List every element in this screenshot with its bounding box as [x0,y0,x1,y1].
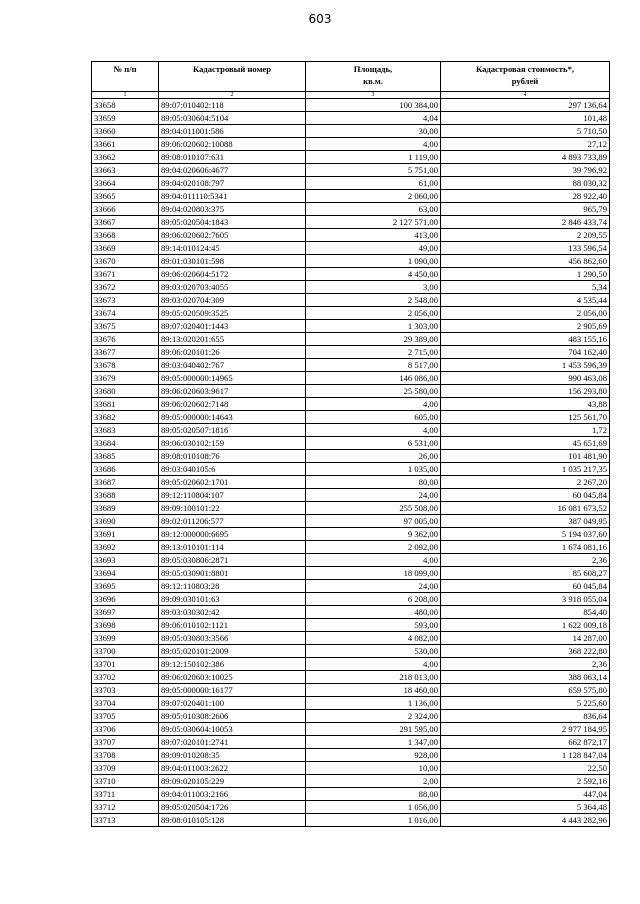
cadastral-value-cell: 101 481,90 [441,450,610,463]
column-index-1: 1 [92,92,159,99]
area-cell: 24,00 [306,580,441,593]
cadastral-number-cell: 89:04:020108:797 [159,177,306,190]
area-cell: 88,00 [306,788,441,801]
cadastral-number-cell: 89:05:000000:14965 [159,372,306,385]
cadastral-number-cell: 89:12:150102:386 [159,658,306,671]
table-row [92,645,610,658]
cadastral-value-cell: 387 049,95 [441,515,610,528]
row-number-cell: 33669 [92,242,159,255]
area-cell: 8 517,00 [306,359,441,372]
row-number-cell: 33706 [92,723,159,736]
cadastral-number-cell: 89:13:010101:114 [159,541,306,554]
area-cell: 6 531,00 [306,437,441,450]
area-cell: 9 362,00 [306,528,441,541]
cadastral-number-cell: 89:07:020401:100 [159,697,306,710]
cadastral-number-cell: 89:05:020602:1701 [159,476,306,489]
area-cell: 1 035,00 [306,463,441,476]
cadastral-number-cell: 89:12:110803:28 [159,580,306,593]
row-number-cell: 33683 [92,424,159,437]
area-cell: 5 751,00 [306,164,441,177]
cadastral-value-cell: 85 608,27 [441,567,610,580]
row-number-cell: 33690 [92,515,159,528]
cadastral-number-cell: 89:04:011003:2166 [159,788,306,801]
cadastral-value-cell: 4 535,44 [441,294,610,307]
area-cell: 97 005,00 [306,515,441,528]
row-number-cell: 33668 [92,229,159,242]
row-number-cell: 33682 [92,411,159,424]
area-cell: 1 119,00 [306,151,441,164]
area-cell: 4,04 [306,112,441,125]
area-cell: 1 056,00 [306,801,441,814]
area-cell: 18 460,00 [306,684,441,697]
area-cell: 4,00 [306,658,441,671]
table-row [92,710,610,723]
table-row [92,489,610,502]
area-cell: 1 136,00 [306,697,441,710]
row-number-cell: 33687 [92,476,159,489]
cadastral-value-cell: 1 622 009,18 [441,619,610,632]
row-number-cell: 33705 [92,710,159,723]
row-number-cell: 33680 [92,385,159,398]
cadastral-number-cell: 89:04:020803:375 [159,203,306,216]
cadastral-number-cell: 89:05:010308:2606 [159,710,306,723]
cadastral-number-cell: 89:09:010208:35 [159,749,306,762]
cadastral-number-cell: 89:05:020504:1726 [159,801,306,814]
area-cell: 593,00 [306,619,441,632]
cadastral-number-cell: 89:06:020603:10025 [159,671,306,684]
cadastral-value-cell: 2 846 433,74 [441,216,610,229]
area-cell: 218 013,00 [306,671,441,684]
table-row [92,281,610,294]
cadastral-value-cell: 1 453 596,39 [441,359,610,372]
cadastral-number-cell: 89:07:020101:2741 [159,736,306,749]
cadastral-number-cell: 89:06:020603:9617 [159,385,306,398]
table-row [92,749,610,762]
cadastral-value-cell: 2 209,55 [441,229,610,242]
column-index-3: 3 [306,92,441,99]
header-row-number [92,62,159,92]
page-number: 603 [308,12,332,26]
area-cell: 605,00 [306,411,441,424]
header-cadastral-number [159,62,306,92]
cadastral-value-cell: 88 030,32 [441,177,610,190]
cadastral-number-cell: 89:06:020602:7148 [159,398,306,411]
cadastral-number-cell: 89:07:020401:1443 [159,320,306,333]
cadastral-number-cell: 89:04:011110:5341 [159,190,306,203]
row-number-cell: 33689 [92,502,159,515]
cadastral-value-cell: 659 575,80 [441,684,610,697]
row-number-cell: 33694 [92,567,159,580]
cadastral-number-cell: 89:04:011003:2622 [159,762,306,775]
table-row [92,346,610,359]
row-number-cell: 33685 [92,450,159,463]
cadastral-number-cell: 89:14:010124:45 [159,242,306,255]
table-row [92,333,610,346]
cadastral-value-cell: 5 710,50 [441,125,610,138]
header-cadastral-number-label: Кадастровый номер [192,64,272,74]
table-row [92,528,610,541]
cadastral-number-cell: 89:03:040105:6 [159,463,306,476]
cadastral-number-cell: 89:05:030604:5104 [159,112,306,125]
row-number-cell: 33697 [92,606,159,619]
table-row [92,151,610,164]
area-cell: 25 580,00 [306,385,441,398]
header-area-label: Площадь, [353,64,393,74]
table-row [92,99,610,112]
table-row [92,138,610,151]
cadastral-number-cell: 89:06:020602:10088 [159,138,306,151]
area-cell: 24,00 [306,489,441,502]
row-number-cell: 33672 [92,281,159,294]
table-row [92,554,610,567]
area-cell: 146 086,00 [306,372,441,385]
cadastral-number-cell: 89:02:011206:577 [159,515,306,528]
table-row [92,229,610,242]
row-number-cell: 33700 [92,645,159,658]
row-number-cell: 33691 [92,528,159,541]
row-number-cell: 33712 [92,801,159,814]
cadastral-value-cell: 1 290,50 [441,268,610,281]
table-row [92,541,610,554]
cadastral-value-cell: 22,50 [441,762,610,775]
cadastral-number-cell: 89:13:020201:655 [159,333,306,346]
row-number-cell: 33671 [92,268,159,281]
cadastral-value-cell: 43,88 [441,398,610,411]
table-row [92,801,610,814]
header-area-unit: кв.м. [363,76,383,86]
row-number-cell: 33703 [92,684,159,697]
cadastral-number-cell: 89:03:030302:42 [159,606,306,619]
row-number-cell: 33686 [92,463,159,476]
table-row [92,164,610,177]
cadastral-value-cell: 133 596,54 [441,242,610,255]
table-row [92,658,610,671]
cadastral-value-cell: 1 674 081,16 [441,541,610,554]
table-row [92,762,610,775]
cadastral-value-cell: 14 287,00 [441,632,610,645]
cadastral-value-cell: 1,72 [441,424,610,437]
row-number-cell: 33692 [92,541,159,554]
table-row [92,242,610,255]
cadastral-value-cell: 4 893 733,89 [441,151,610,164]
area-cell: 4,00 [306,138,441,151]
table-row [92,385,610,398]
cadastral-value-cell: 125 561,70 [441,411,610,424]
table-row [92,775,610,788]
table-row [92,294,610,307]
table-row [92,476,610,489]
area-cell: 2 324,00 [306,710,441,723]
cadastral-number-cell: 89:05:020509:3525 [159,307,306,320]
row-number-cell: 33659 [92,112,159,125]
row-number-cell: 33663 [92,164,159,177]
table-row [92,112,610,125]
cadastral-number-cell: 89:12:110804:107 [159,489,306,502]
area-cell: 29 389,00 [306,333,441,346]
cadastral-number-cell: 89:09:020105:229 [159,775,306,788]
cadastral-value-cell: 27,12 [441,138,610,151]
row-number-cell: 33688 [92,489,159,502]
column-index-row [92,92,610,99]
area-cell: 530,00 [306,645,441,658]
cadastral-number-cell: 89:05:020504:1843 [159,216,306,229]
table-row [92,567,610,580]
cadastral-number-cell: 89:05:020507:1816 [159,424,306,437]
area-cell: 18 099,00 [306,567,441,580]
cadastral-value-cell: 45 651,69 [441,437,610,450]
table-row [92,125,610,138]
row-number-cell: 33693 [92,554,159,567]
row-number-cell: 33660 [92,125,159,138]
table-row [92,788,610,801]
row-number-cell: 33674 [92,307,159,320]
area-cell: 4,00 [306,424,441,437]
area-cell: 2 056,00 [306,307,441,320]
table-row [92,359,610,372]
area-cell: 4 450,00 [306,268,441,281]
cadastral-value-cell: 5 194 037,60 [441,528,610,541]
area-cell: 480,00 [306,606,441,619]
area-cell: 26,00 [306,450,441,463]
area-cell: 1 347,00 [306,736,441,749]
area-cell: 1 090,00 [306,255,441,268]
cadastral-number-cell: 89:03:020704:309 [159,294,306,307]
cadastral-number-cell: 89:09:030101:63 [159,593,306,606]
area-cell: 2 127 571,00 [306,216,441,229]
table-row [92,632,610,645]
table-row [92,502,610,515]
header-cadastral-value [441,62,610,92]
table-row [92,190,610,203]
cadastral-value-cell: 5,34 [441,281,610,294]
cadastral-value-cell: 990 463,08 [441,372,610,385]
cadastral-number-cell: 89:06:020602:7605 [159,229,306,242]
header-area [306,62,441,92]
area-cell: 100 384,00 [306,99,441,112]
cadastral-number-cell: 89:01:030101:598 [159,255,306,268]
table-row [92,437,610,450]
row-number-cell: 33702 [92,671,159,684]
table-row [92,307,610,320]
area-cell: 255 508,00 [306,502,441,515]
header-cadastral-value-unit: рублей [511,76,539,86]
table-row [92,216,610,229]
area-cell: 49,00 [306,242,441,255]
table-row [92,684,610,697]
table-row [92,593,610,606]
cadastral-value-cell: 5 364,48 [441,801,610,814]
cadastral-value-cell: 101,48 [441,112,610,125]
header-cadastral-value-label: Кадастровая стоимость*, [475,64,575,74]
cadastral-number-cell: 89:06:020101:26 [159,346,306,359]
cadastral-value-cell: 3 918 055,04 [441,593,610,606]
cadastral-number-cell: 89:05:030806:2871 [159,554,306,567]
table-body [92,99,610,827]
cadastral-number-cell: 89:03:020703:4055 [159,281,306,294]
table-row [92,697,610,710]
area-cell: 10,00 [306,762,441,775]
area-cell: 4,00 [306,398,441,411]
cadastral-number-cell: 89:04:020606:4677 [159,164,306,177]
area-cell: 6 208,00 [306,593,441,606]
row-number-cell: 33677 [92,346,159,359]
table-row [92,515,610,528]
table-row [92,723,610,736]
table-row [92,814,610,827]
cadastral-value-cell: 16 081 673,52 [441,502,610,515]
cadastral-number-cell: 89:08:010107:631 [159,151,306,164]
table-row [92,580,610,593]
cadastral-number-cell: 89:07:010402:118 [159,99,306,112]
table-row [92,671,610,684]
cadastral-value-cell: 4 443 282,96 [441,814,610,827]
cadastral-number-cell: 89:03:040402:767 [159,359,306,372]
cadastral-value-cell: 156 293,80 [441,385,610,398]
table-row [92,177,610,190]
cadastral-value-cell: 2 905,69 [441,320,610,333]
table-header-row [92,62,610,92]
area-cell: 80,00 [306,476,441,489]
row-number-cell: 33701 [92,658,159,671]
row-number-cell: 33709 [92,762,159,775]
table-row [92,450,610,463]
cadastral-value-cell: 60 045,84 [441,489,610,502]
row-number-cell: 33658 [92,99,159,112]
cadastral-value-cell: 2,36 [441,658,610,671]
area-cell: 4 082,00 [306,632,441,645]
row-number-cell: 33696 [92,593,159,606]
cadastral-number-cell: 89:08:010105:128 [159,814,306,827]
cadastral-table [91,61,610,827]
cadastral-number-cell: 89:08:010108:76 [159,450,306,463]
column-index-2: 2 [159,92,306,99]
cadastral-value-cell: 2 592,16 [441,775,610,788]
cadastral-value-cell: 28 922,40 [441,190,610,203]
table-row [92,411,610,424]
row-number-cell: 33661 [92,138,159,151]
cadastral-value-cell: 2,36 [441,554,610,567]
cadastral-number-cell: 89:05:000000:16177 [159,684,306,697]
area-cell: 291 595,00 [306,723,441,736]
cadastral-value-cell: 39 796,92 [441,164,610,177]
cadastral-value-cell: 1 035 217,35 [441,463,610,476]
row-number-cell: 33675 [92,320,159,333]
area-cell: 1 303,00 [306,320,441,333]
table-row [92,619,610,632]
row-number-cell: 33684 [92,437,159,450]
area-cell: 413,00 [306,229,441,242]
row-number-cell: 33695 [92,580,159,593]
cadastral-value-cell: 388 063,14 [441,671,610,684]
cadastral-value-cell: 5 225,60 [441,697,610,710]
row-number-cell: 33679 [92,372,159,385]
cadastral-number-cell: 89:05:030901:8801 [159,567,306,580]
row-number-cell: 33707 [92,736,159,749]
cadastral-number-cell: 89:09:100101:22 [159,502,306,515]
area-cell: 63,00 [306,203,441,216]
row-number-cell: 33666 [92,203,159,216]
row-number-cell: 33670 [92,255,159,268]
cadastral-value-cell: 1 128 847,04 [441,749,610,762]
cadastral-number-cell: 89:06:010102:1121 [159,619,306,632]
cadastral-value-cell: 368 222,80 [441,645,610,658]
cadastral-value-cell: 836,64 [441,710,610,723]
area-cell: 3,00 [306,281,441,294]
cadastral-value-cell: 447,04 [441,788,610,801]
table-row [92,268,610,281]
table-row [92,320,610,333]
row-number-cell: 33708 [92,749,159,762]
table-row [92,372,610,385]
area-cell: 61,00 [306,177,441,190]
row-number-cell: 33711 [92,788,159,801]
cadastral-value-cell: 965,79 [441,203,610,216]
row-number-cell: 33678 [92,359,159,372]
cadastral-value-cell: 662 872,17 [441,736,610,749]
table-row [92,424,610,437]
row-number-cell: 33665 [92,190,159,203]
area-cell: 2 715,00 [306,346,441,359]
row-number-cell: 33698 [92,619,159,632]
cadastral-number-cell: 89:05:030604:10053 [159,723,306,736]
table-row [92,736,610,749]
row-number-cell: 33667 [92,216,159,229]
area-cell: 1 016,00 [306,814,441,827]
table-row [92,606,610,619]
row-number-cell: 33681 [92,398,159,411]
cadastral-number-cell: 89:06:020604:5172 [159,268,306,281]
row-number-cell: 33673 [92,294,159,307]
area-cell: 928,00 [306,749,441,762]
row-number-cell: 33676 [92,333,159,346]
cadastral-number-cell: 89:05:000000:14643 [159,411,306,424]
cadastral-value-cell: 60 045,84 [441,580,610,593]
row-number-cell: 33710 [92,775,159,788]
cadastral-number-cell: 89:04:011001:586 [159,125,306,138]
table-row [92,203,610,216]
cadastral-value-cell: 704 162,40 [441,346,610,359]
area-cell: 2 060,00 [306,190,441,203]
cadastral-value-cell: 456 862,60 [441,255,610,268]
area-cell: 2,00 [306,775,441,788]
column-index-4: 4 [441,92,610,99]
row-number-cell: 33699 [92,632,159,645]
table-row [92,463,610,476]
cadastral-number-cell: 89:06:030102:159 [159,437,306,450]
row-number-cell: 33662 [92,151,159,164]
cadastral-value-cell: 2 267,20 [441,476,610,489]
row-number-cell: 33664 [92,177,159,190]
area-cell: 2 092,00 [306,541,441,554]
cadastral-value-cell: 854,40 [441,606,610,619]
row-number-cell: 33713 [92,814,159,827]
table-row [92,398,610,411]
table-row [92,255,610,268]
cadastral-value-cell: 2 056,00 [441,307,610,320]
header-row-number-label: № п/п [113,64,137,74]
row-number-cell: 33704 [92,697,159,710]
cadastral-value-cell: 483 155,16 [441,333,610,346]
area-cell: 4,00 [306,554,441,567]
cadastral-value-cell: 2 977 184,95 [441,723,610,736]
cadastral-number-cell: 89:12:000000:6695 [159,528,306,541]
area-cell: 2 548,00 [306,294,441,307]
area-cell: 30,00 [306,125,441,138]
cadastral-number-cell: 89:05:020101:2009 [159,645,306,658]
cadastral-number-cell: 89:05:030803:3566 [159,632,306,645]
cadastral-value-cell: 297 136,64 [441,99,610,112]
